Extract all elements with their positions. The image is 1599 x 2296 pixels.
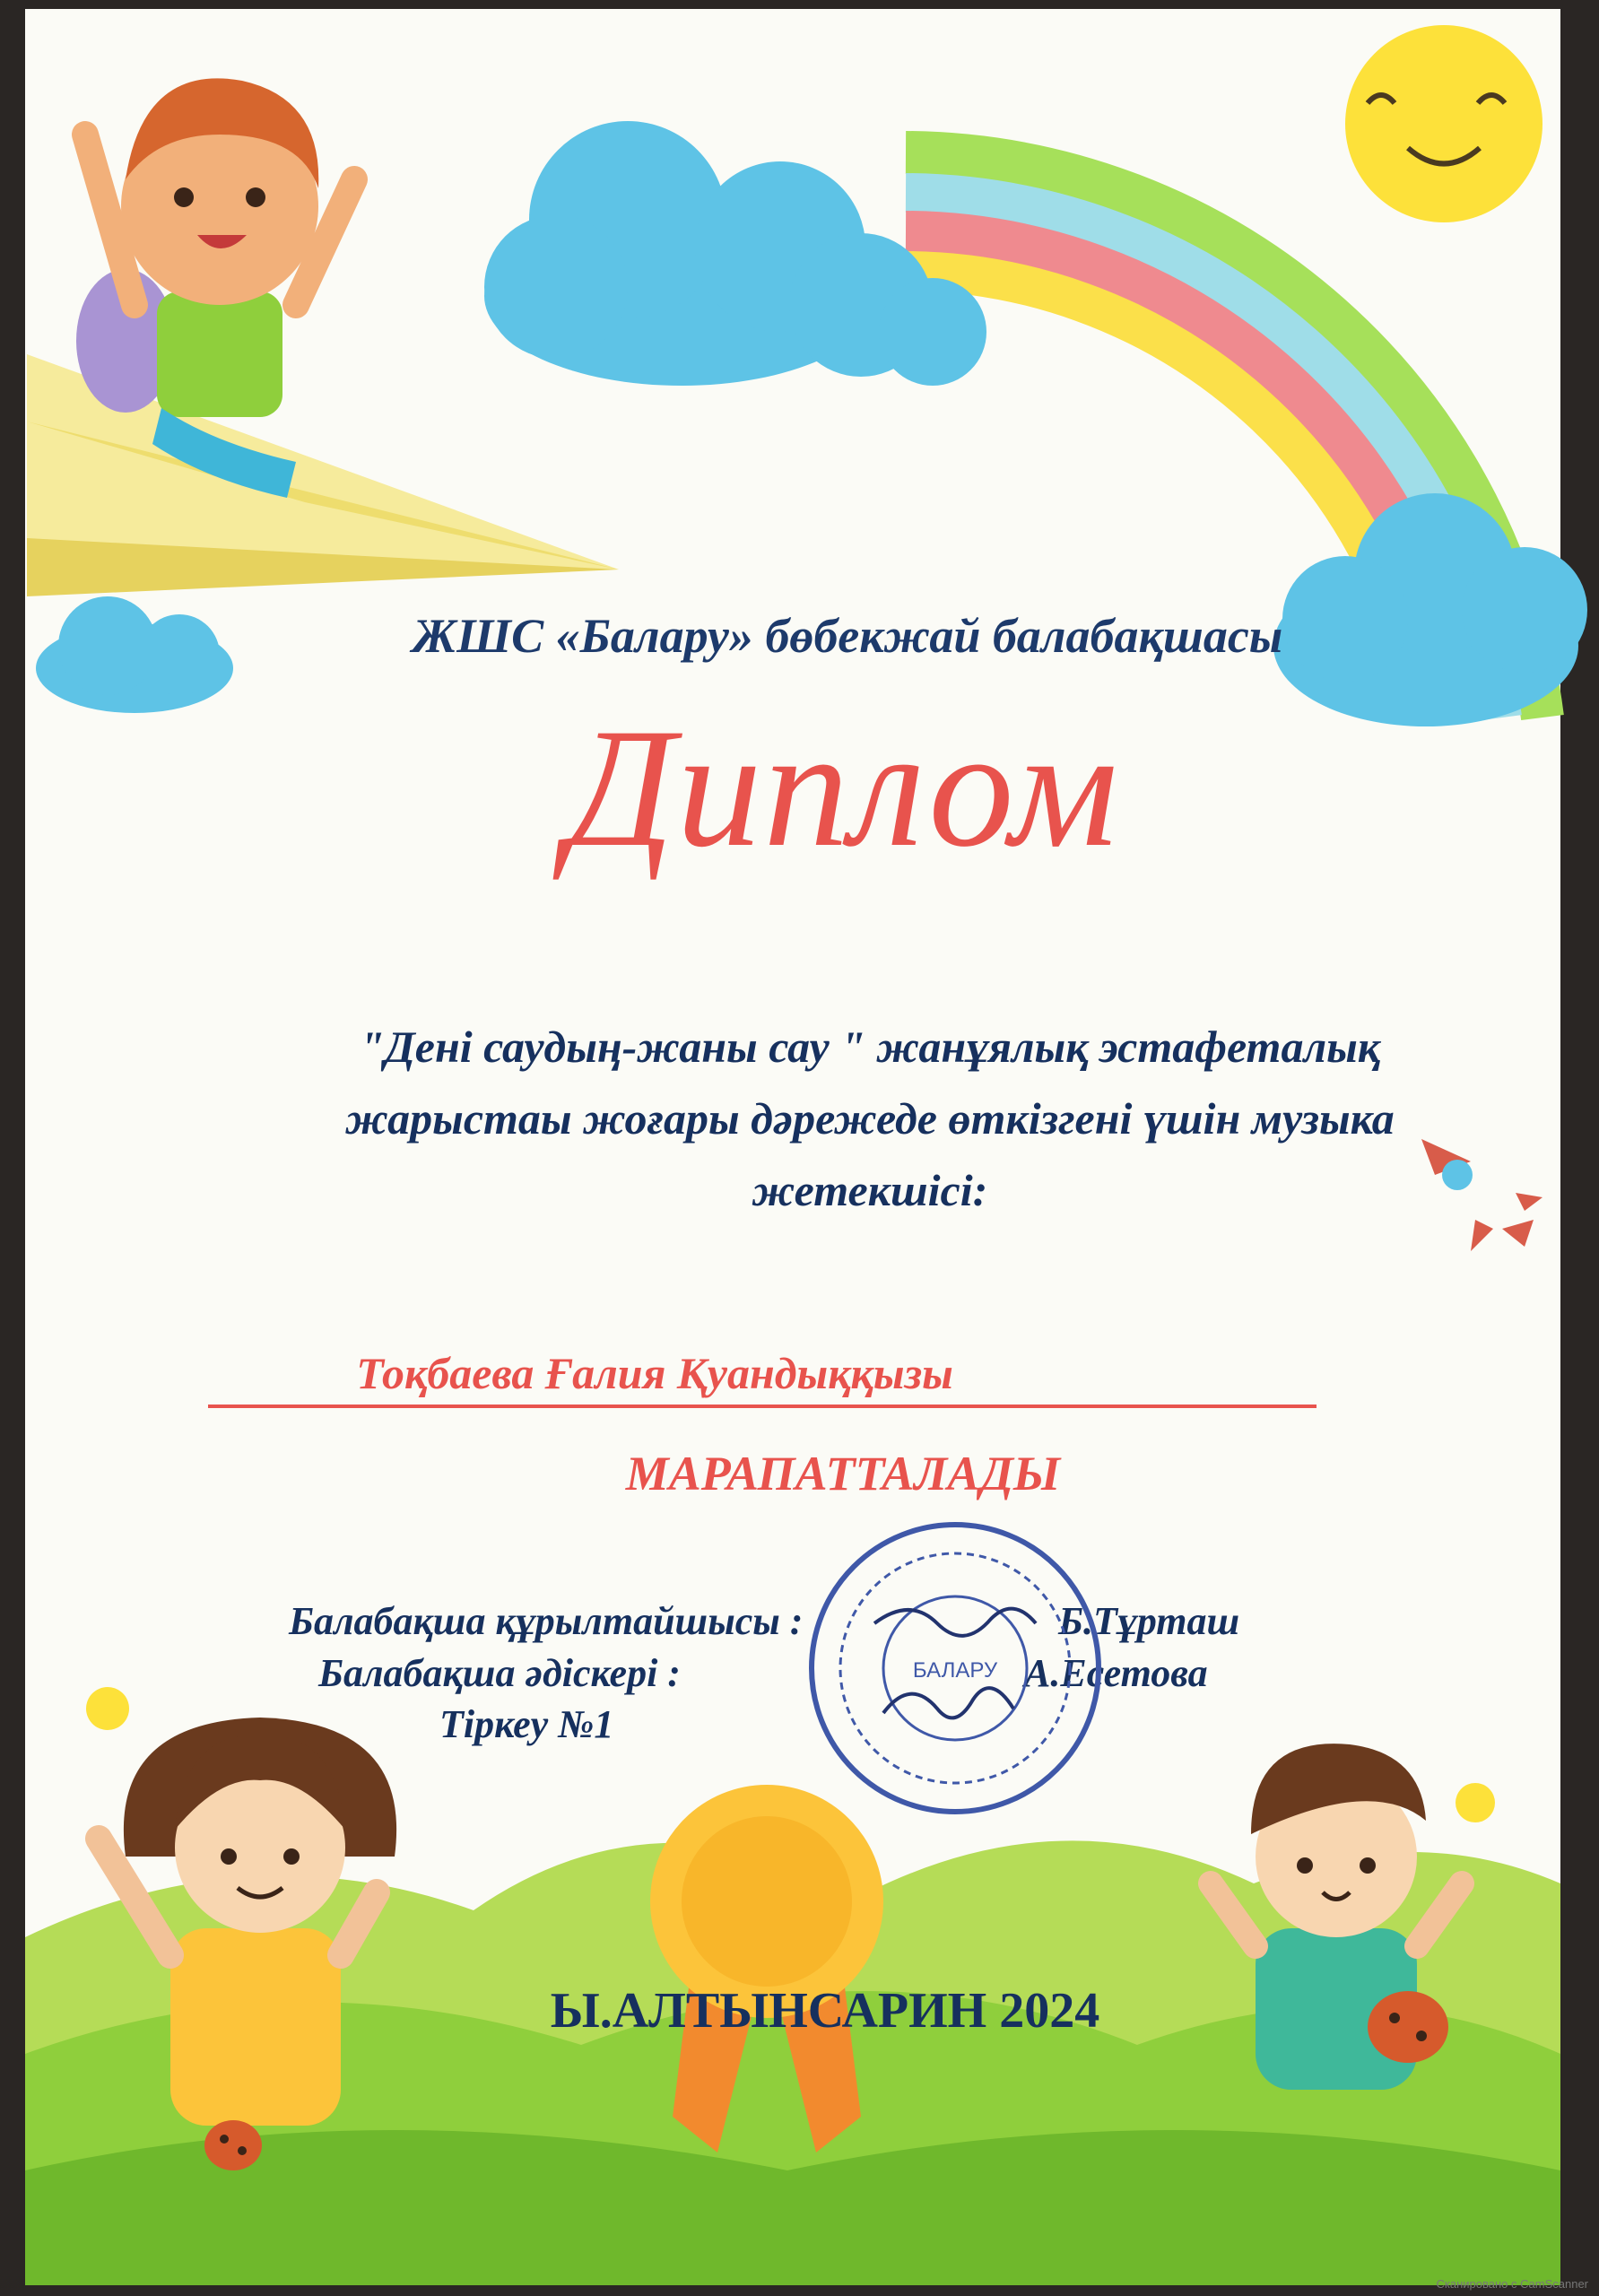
recipient-name: Тоқбаева Ғалия Қуандыққызы <box>356 1348 953 1398</box>
founder-name: Б.Тұрташ <box>1058 1599 1240 1643</box>
registration-number: Тіркеу №1 <box>439 1702 614 1746</box>
founder-label: Балабақша құрылтайшысы : <box>289 1599 804 1643</box>
scanner-watermark: Сканировано с CamScanner <box>1436 2277 1588 2291</box>
sun-icon <box>1345 25 1543 222</box>
methodist-label: Балабақша әдіскері : <box>318 1651 681 1695</box>
seal-center-text: БАЛАРУ <box>912 1658 998 1683</box>
cloud-right-icon <box>1273 493 1587 726</box>
diploma-title: Диплом <box>566 694 1120 883</box>
footer-text: Ы.АЛТЫНСАРИН 2024 <box>550 1983 1100 2039</box>
citation-line-1: "Дені саудың-жаны сау " жанұялық эстафеталық <box>359 1022 1381 1072</box>
citation-line-3: жетекшісі: <box>752 1165 988 1215</box>
recipient-underline <box>208 1405 1317 1408</box>
signature-methodist <box>883 1688 1013 1718</box>
methodist-name: А.Есетова <box>1024 1651 1208 1695</box>
organization-name: ЖШС «Балару» бөбекжай балабақшасы <box>412 609 1283 663</box>
citation-line-2: жарыстаы жоғары дәрежеде өткізгені үшін музыка <box>345 1093 1395 1144</box>
cloud-left-icon <box>36 596 233 713</box>
official-seal-stamp <box>803 1516 1108 1821</box>
award-text: МАРАПАТТАЛАДЫ <box>625 1447 1061 1500</box>
